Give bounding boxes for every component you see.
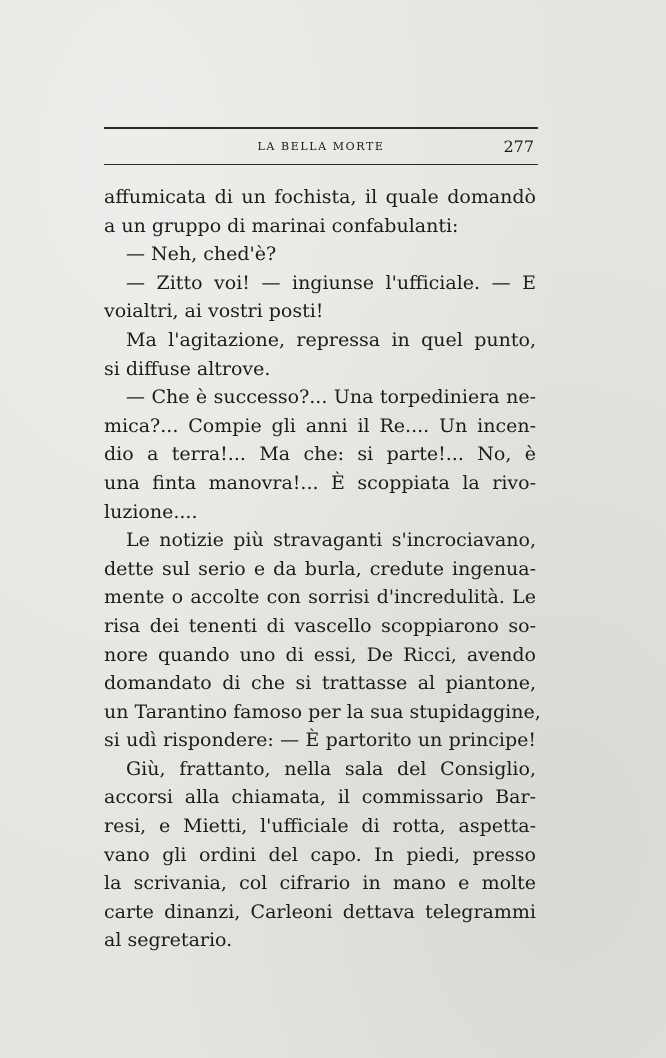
body-text <box>104 183 541 955</box>
text-line: si diffuse altrove. <box>104 357 271 380</box>
text-line: — Neh, ched'è? <box>126 243 277 266</box>
text-line: Ma l'agitazione, repressa in quel punto, <box>126 328 536 351</box>
text-line: luzione.... <box>104 500 198 523</box>
text-line: al segretario. <box>104 929 233 952</box>
text-line: — Zitto voi! — ingiunse l'ufficiale. — E <box>126 271 536 294</box>
text-line: Giù, frattanto, nella sala del Consiglio, <box>126 757 536 780</box>
running-title: LA BELLA MORTE <box>257 140 385 153</box>
text-line: nore quando uno di essi, De Ricci, avendo <box>104 643 536 666</box>
running-header <box>104 137 538 157</box>
page-number: 277 <box>503 137 534 156</box>
text-line: resi, e Mietti, l'ufficiale di rotta, aspetta- <box>104 815 536 838</box>
text-line: — Che è successo?... Una torpediniera ne- <box>126 386 536 409</box>
text-line: carte dinanzi, Carleoni dettava telegrammi <box>104 900 536 923</box>
header-rule <box>104 164 538 165</box>
text-line: un Tarantino famoso per la sua stupidaggine, <box>104 700 541 723</box>
text-line: si udì rispondere: — È partorito un principe! <box>104 729 536 752</box>
text-line: Le notizie più stravaganti s'incrociavano, <box>126 529 536 552</box>
text-line: la scrivania, col cifrario in mano e molte <box>104 872 536 895</box>
text-line: dette sul serio e da burla, credute ingenua- <box>104 557 536 580</box>
text-line: voialtri, ai vostri posti! <box>104 300 324 323</box>
text-line: domandato di che si trattasse al piantone, <box>104 672 536 695</box>
text-line: accorsi alla chiamata, il commissario Bar- <box>104 786 536 809</box>
text-line: a un gruppo di marinai confabulanti: <box>104 214 459 237</box>
text-line: dio a terra!... Ma che: si parte!... No, è <box>104 443 536 466</box>
text-line: mica?... Compie gli anni il Re.... Un incen- <box>104 414 536 437</box>
text-line: mente o accolte con sorrisi d'incredulità. Le <box>104 586 536 609</box>
top-rule <box>104 127 538 129</box>
text-line: una finta manovra!... È scoppiata la rivo- <box>104 471 536 494</box>
text-line: vano gli ordini del capo. In piedi, presso <box>104 843 536 866</box>
text-line: risa dei tenenti di vascello scoppiarono so- <box>104 614 536 637</box>
text-line: affumicata di un fochista, il quale domandò <box>104 186 536 208</box>
